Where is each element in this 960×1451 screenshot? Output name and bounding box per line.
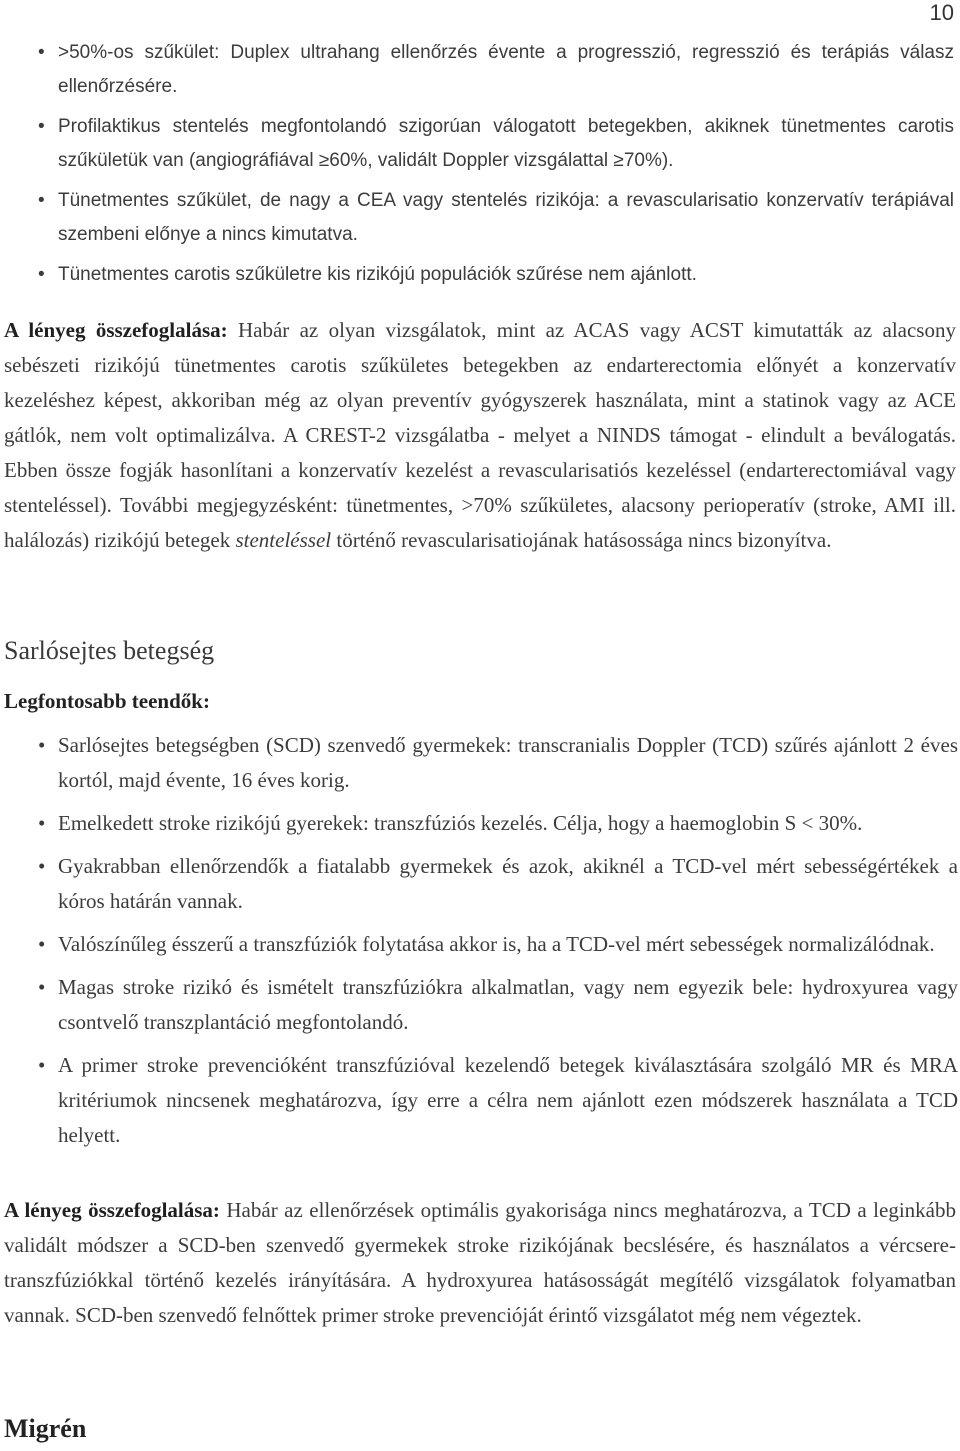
list-item — [4, 258, 954, 292]
summary-paragraph-sarlosejtes — [4, 1193, 956, 1333]
bullet-icon: • — [38, 42, 45, 63]
bullet-icon: • — [38, 854, 46, 878]
bullet-icon: • — [38, 975, 46, 999]
list-item — [4, 110, 954, 178]
bullet-icon: • — [38, 264, 45, 285]
bullet-text: A primer stroke prevencióként transzfúzióval kezelendő betegek kiválasztására szolgáló MR és MRA kritériumok nincsenek meghatározva, így erre a célra nem ajánlott ezen módszerek használata a TCD helyett. — [58, 1053, 958, 1147]
sarlosejtes-bullet-list — [4, 728, 958, 1161]
summary-label: A lényeg összefoglalása: — [4, 1198, 220, 1222]
summary-text: Habár az ellenőrzések optimális gyakorisága nincs meghatározva, a TCD a leginkább validált módszer a SCD-ben szenvedő gyermekek stroke rizikójának becslésére, és használatos a vércsere-transzfúziókkal történő kezelés irányítására. A hydroxyurea hatásosságát megítélő vizsgálatok folyamatban vannak. SCD-ben szenvedő felnőttek primer stroke prevencióját érintő vizsgálatot még nem végeztek. — [4, 1198, 956, 1327]
list-item — [4, 806, 958, 841]
bullet-text: Tünetmentes carotis szűkületre kis rizikójú populációk szűrése nem ajánlott. — [58, 264, 697, 285]
summary-paragraph-carotis — [4, 313, 956, 558]
list-item — [4, 36, 954, 104]
list-item — [4, 184, 954, 252]
bullet-text: >50%-os szűkület: Duplex ultrahang ellenőrzés évente a progresszió, regresszió és terápiás válasz ellenőrzésére. — [58, 42, 954, 97]
page-number: 10 — [929, 0, 954, 25]
bullet-text: Emelkedett stroke rizikójú gyerekek: transzfúziós kezelés. Célja, hogy a haemoglobin S < 30%. — [58, 811, 863, 835]
section-title-sarlosejtes: Sarlósejtes betegség — [4, 636, 215, 665]
bullet-text: Profilaktikus stentelés megfontolandó szigorúan válogatott betegekben, akiknek tünetmentes carotis szűkületük van (angiográfiával ≥60%, validált Doppler vizsgálattal ≥70%). — [58, 116, 954, 171]
bullet-text: Tünetmentes szűkület, de nagy a CEA vagy stentelés rizikója: a revascularisatio konzervatív terápiával szembeni előnye a nincs kimutatva. — [58, 190, 954, 245]
list-item — [4, 849, 958, 919]
bullet-text: Sarlósejtes betegségben (SCD) szenvedő gyermekek: transcranialis Doppler (TCD) szűrés ajánlott 2 éves kortól, majd évente, 16 éves korig. — [58, 733, 958, 792]
list-item — [4, 927, 958, 962]
bullet-text: Magas stroke rizikó és ismételt transzfúziókra alkalmatlan, vagy nem egyezik bele: hydroxyurea vagy csontvelő transzplantáció megfontolandó. — [58, 975, 958, 1034]
bullet-icon: • — [38, 932, 46, 956]
list-item — [4, 1048, 958, 1153]
summary-text-end: történő revascularisatiojának hatásossága nincs bizonyítva. — [331, 528, 832, 552]
bullet-icon: • — [38, 811, 46, 835]
summary-emphasis: stenteléssel — [235, 528, 332, 552]
summary-text: Habár az olyan vizsgálatok, mint az ACAS vagy ACST kimutatták az alacsony sebészeti rizikójú tünetmentes carotis szűkületes betegekben az endarterectomia előnyét a konzervatív kezeléshez képest, akkoriban még az olyan preventív gyógyszerek használata, mint a statinok vagy az ACE gátlók, nem volt optimalizálva. A CREST-2 vizsgálatba - melyet a NINDS támogat - elindult a beválogatás. Ebben össze fogják hasonlítani a konzervatív kezelést a revascularisatiós kezeléssel (endarterectomiával vagy stenteléssel). További megjegyzésként: tünetmentes, >70% szűkületes, alacsony perioperatív (stroke, AMI ill. halálozás) rizikójú betegek — [4, 318, 956, 552]
bullet-icon: • — [38, 1053, 46, 1077]
list-item — [4, 970, 958, 1040]
list-item — [4, 728, 958, 798]
bullet-icon: • — [38, 190, 45, 211]
section-title-migren: Migrén — [4, 1414, 87, 1443]
top-bullet-list — [4, 36, 954, 296]
section-subtitle: Legfontosabb teendők: — [4, 689, 210, 713]
bullet-text: Gyakrabban ellenőrzendők a fiatalabb gyermekek és azok, akiknél a TCD-vel mért sebességértékek a kóros határán vannak. — [58, 854, 958, 913]
bullet-icon: • — [38, 116, 45, 137]
summary-label: A lényeg összefoglalása: — [4, 318, 228, 342]
bullet-icon: • — [38, 733, 46, 757]
bullet-text: Valószínűleg ésszerű a transzfúziók folytatása akkor is, ha a TCD-vel mért sebességek normalizálódnak. — [58, 932, 935, 956]
